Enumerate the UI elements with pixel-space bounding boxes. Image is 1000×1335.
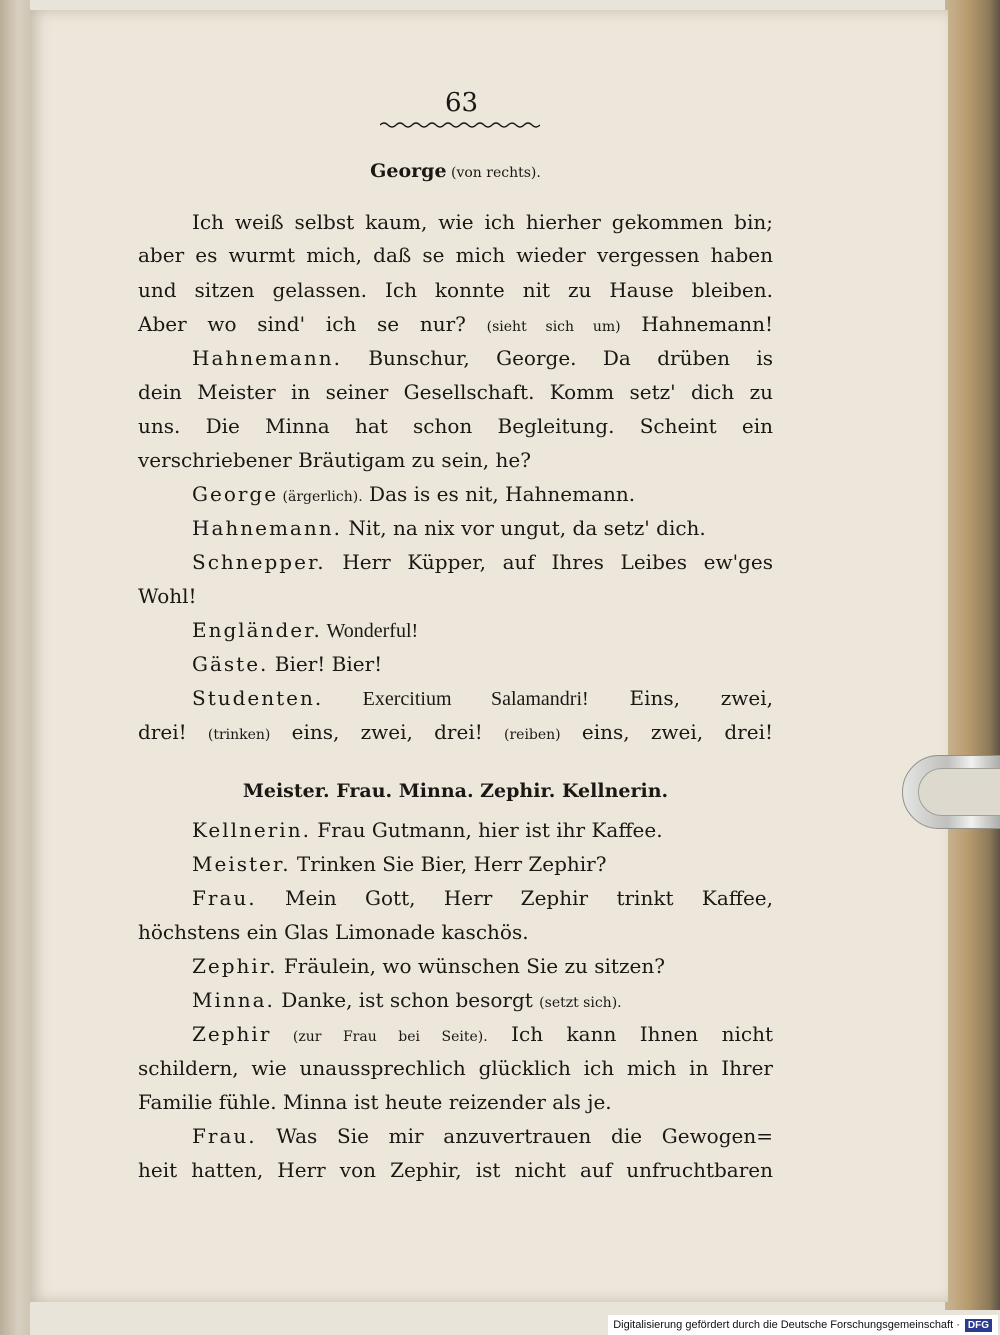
speaker-name: George (192, 482, 279, 506)
text-segment: Bunschur, George. Da drüben is (341, 346, 773, 370)
text-segment: eins, zwei, drei! (560, 720, 773, 744)
text-segment: verschriebener Bräutigam zu sein, he? (138, 448, 531, 472)
speaker-name: Hahnemann. (192, 516, 342, 540)
text-segment: uns. Die Minna hat schon Begleitung. Scheint ein (138, 414, 773, 438)
text-line (138, 314, 773, 334)
text-segment: Das is es nit, Hahnemann. (362, 482, 636, 506)
text-segment: Bier! Bier! (268, 652, 383, 676)
text-segment: Hahnemann! (620, 312, 773, 336)
text-line (192, 484, 773, 504)
text-segment: Mein Gott, Herr Zephir trinkt Kaffee, (256, 886, 773, 910)
text-segment: Fräulein, wo wünschen Sie zu sitzen? (277, 954, 665, 978)
speaker-name: Frau. (192, 1124, 257, 1148)
text-line (192, 956, 773, 976)
text-line (138, 1092, 773, 1112)
text-line (192, 820, 773, 840)
text-line (192, 1024, 773, 1044)
paper-clip-inner (918, 768, 1000, 816)
speaker-name: Engländer. (192, 618, 322, 642)
dfg-logo: DFG (965, 1319, 992, 1332)
stage-direction: (sieht sich um) (486, 319, 621, 335)
speaker-name: Studenten. (192, 686, 324, 710)
text-line (138, 416, 773, 436)
speaker-name: Kellnerin. (192, 818, 311, 842)
text-segment: drei! (138, 720, 208, 744)
text-segment: Ich kann Ihnen nicht (487, 1022, 773, 1046)
text-segment: Was Sie mir anzuvertrauen die Gewogen= (256, 1124, 773, 1148)
page-number: 63 (445, 88, 479, 118)
speaker-name: Hahnemann. (192, 346, 342, 370)
text-line (192, 990, 773, 1010)
text-segment: Familie fühle. Minna ist heute reizender als je. (138, 1090, 612, 1114)
scene-heading: Meister. Frau. Minna. Zephir. Kellnerin. (242, 780, 669, 802)
text-segment: Wohl! (138, 584, 197, 608)
text-heading (138, 160, 773, 181)
text-line (192, 854, 773, 874)
speaker-name: Schnepper. (192, 550, 326, 574)
text-line (192, 212, 773, 232)
scene-heading: George (370, 160, 447, 182)
text-segment: Ich weiß selbst kaum, wie ich hierher gekommen bin; (192, 210, 773, 234)
text-heading (138, 780, 773, 801)
text-segment: Wonderful! (321, 620, 419, 642)
text-segment: Nit, na nix vor ungut, da setz' dich. (341, 516, 706, 540)
text-line (138, 586, 773, 606)
text-segment: aber es wurmt mich, daß se mich wieder vergessen haben (138, 243, 773, 267)
text-line (138, 382, 773, 402)
text-line (138, 450, 773, 470)
text-segment: Danke, ist schon besorgt (274, 988, 540, 1012)
text-line (192, 888, 773, 908)
wavy-ornament (380, 120, 540, 130)
text-line (138, 1058, 773, 1078)
text-segment: eins, zwei, drei! (270, 720, 504, 744)
page-edges (945, 0, 1000, 1310)
text-line (192, 688, 773, 709)
stage-direction: (setzt sich). (539, 995, 622, 1011)
speaker-name: Meister. (192, 852, 291, 876)
text-segment: dein Meister in seiner Gesellschaft. Komm setz' dich zu (138, 380, 773, 404)
text-segment: Trinken Sie Bier, Herr Zephir? (290, 852, 607, 876)
text-segment: Exercitium Salamandri! (323, 688, 589, 710)
text-line (138, 922, 773, 942)
speaker-name: Minna. (192, 988, 275, 1012)
text-line (138, 245, 773, 265)
stage-direction: (reiben) (504, 727, 561, 743)
book-gutter (0, 0, 30, 1335)
text-line (192, 654, 773, 674)
speaker-name: Zephir. (192, 954, 278, 978)
speaker-name: Frau. (192, 886, 257, 910)
text-segment: Frau Gutmann, hier ist ihr Kaffee. (310, 818, 663, 842)
text-line (138, 280, 773, 300)
text-line (192, 1126, 773, 1146)
text-segment: Aber wo sind' ich se nur? (138, 312, 487, 336)
text-segment: heit hatten, Herr von Zephir, ist nicht auf unfruchtbaren (138, 1158, 773, 1182)
text-line (192, 552, 773, 572)
text-line (138, 722, 773, 742)
stage-direction: (ärgerlich). (278, 489, 363, 505)
text-segment: und sitzen gelassen. Ich konnte nit zu Hause bleiben. (138, 278, 773, 302)
text-line (138, 1160, 773, 1180)
stage-direction: (von rechts). (446, 165, 541, 181)
speaker-name: Gäste. (192, 652, 269, 676)
text-line (192, 620, 773, 641)
stage-direction: (trinken) (207, 727, 271, 743)
stage-direction: (zur Frau bei Seite). (271, 1029, 488, 1045)
text-line (192, 518, 773, 538)
text-line (192, 348, 773, 368)
speaker-name: Zephir (192, 1022, 272, 1046)
text-segment: schildern, wie unaussprechlich glücklich ich mich in Ihrer (138, 1056, 773, 1080)
text-segment: Eins, zwei, (588, 686, 773, 710)
footer-text: Digitalisierung gefördert durch die Deutsche Forschungsgemeinschaft · (613, 1319, 960, 1331)
digitization-footer (608, 1315, 998, 1335)
text-segment: Herr Küpper, auf Ihres Leibes ew'ges (325, 550, 773, 574)
text-segment: höchstens ein Glas Limonade kaschös. (138, 920, 529, 944)
